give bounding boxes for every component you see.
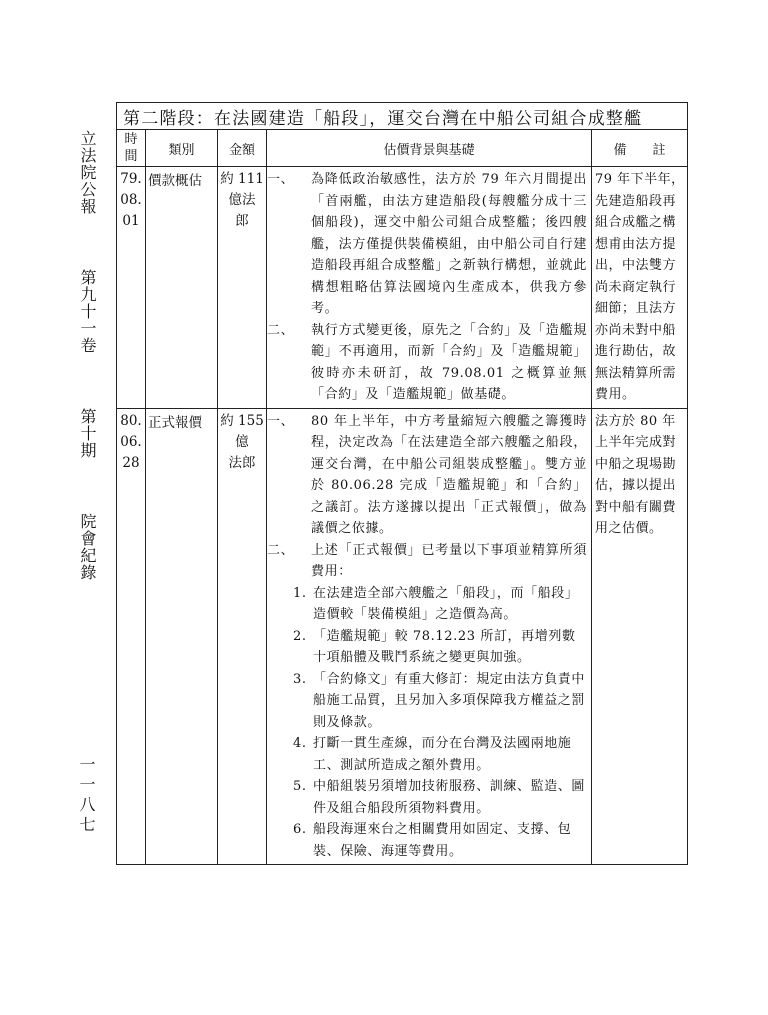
row-basis — [267, 167, 592, 409]
table-row — [117, 167, 688, 409]
table-header-row — [117, 130, 688, 167]
item-text: 為降低政治敏感性，法方於 79 年六月間提出「首兩艦，由法方建造船段(每艘艦分成十三個船段)，運交中船公司組合成整艦；後四艘艦，法方僅提供裝備模組，由中船公司自行建造船段再組合成整艦」之新執行構想，並就此構想粗略估算法國境內生產成本，供我方參考。 — [311, 172, 587, 316]
basis-subitem — [293, 733, 587, 776]
subitem-text: 船段海運來台之相關費用如固定、支撐、包裝、保險、海運等費用。 — [313, 822, 572, 859]
subitem-number: 5. — [293, 779, 307, 794]
item-marker: 二、 — [267, 542, 295, 558]
header-basis: 估價背景與基礎 — [267, 130, 592, 167]
volume-label: 第九十一卷 — [78, 269, 97, 354]
basis-subitem — [293, 626, 587, 669]
page-number: 一一八七 — [77, 756, 96, 836]
item-text: 執行方式變更後，原先之「合約」及「造艦規範」不再適用，而新「合約」及「造艦規範」彼時亦未研訂，故 79.08.01 之概算並無「合約」及「造艦規範」做基礎。 — [311, 322, 587, 402]
subitem-text: 中船組裝另須增加技術服務、訓練、監造、圖件及組合船段所須物料費用。 — [313, 779, 586, 816]
header-time — [117, 130, 146, 167]
header-note: 備 註 — [592, 130, 688, 167]
basis-subitem — [293, 669, 587, 734]
basis-item — [267, 169, 587, 320]
row-type: 價款概估 — [146, 167, 218, 409]
basis-item — [267, 540, 587, 583]
header-time-label: 時間 — [124, 132, 138, 164]
subitem-number: 4. — [293, 736, 307, 751]
publication-name: 立法院公報 — [78, 130, 97, 215]
item-text: 80 年上半年，中方考量縮短六艘艦之籌獲時程，決定改為「在法建造全部六艘艦之船段，運交台灣，在中船公司組裝成整艦」。雙方並於 80.06.28 完成「造艦規範」和「合約」之議訂。法方遂據以提出「正式報價」，做為議價之依據。 — [311, 413, 587, 536]
row-type: 正式報價 — [146, 408, 218, 865]
row-amount: 約 155 億 法郎 — [218, 408, 267, 865]
basis-subitem — [293, 583, 587, 626]
item-marker: 一、 — [267, 172, 295, 187]
header-type: 類別 — [146, 130, 218, 167]
row-basis — [267, 408, 592, 865]
section-title: 第二階段：在法國建造「船段」，運交台灣在中船公司組合成整艦 — [117, 103, 688, 130]
gazette-side-title — [72, 130, 102, 581]
subitem-number: 2. — [293, 628, 307, 644]
item-text: 上述「正式報價」已考量以下事項並精算所須費用： — [311, 542, 587, 579]
row-amount: 約 111 億法 郎 — [218, 167, 267, 409]
row-note: 法方於 80 年上半年完成對中船之現場勘估，據以提出對中船有關費用之估價。 — [592, 408, 688, 865]
subitem-text: 「造艦規範」較 78.12.23 所訂，再增列數十項船體及戰鬥系統之變更與加強。 — [313, 628, 576, 665]
subitem-text: 打斷一貫生產線，而分在台灣及法國兩地施工、測試所造成之額外費用。 — [313, 736, 572, 773]
issue-label: 第十期 — [78, 408, 97, 459]
section-label: 院會紀錄 — [78, 513, 97, 581]
basis-subitem — [293, 776, 587, 819]
subitem-text: 在法建造全部六艘艦之「船段」，而「船段」造價較「裝備模組」之造價為高。 — [313, 585, 579, 622]
row-date: 80. 06. 28 — [117, 408, 146, 865]
row-note: 79 年下半年，先建造船段再組合成艦之構想甫由法方提出，中法雙方尚未商定執行細節；且法方亦尚未對中船進行勘估，故無法精算所需費用。 — [592, 167, 688, 409]
item-marker: 一、 — [267, 413, 295, 429]
subitem-number: 3. — [293, 671, 307, 687]
subitem-text: 「合約條文」有重大修訂：規定由法方負責中船施工品質，且另加入多項保障我方權益之罰則及條款。 — [313, 671, 586, 730]
subitem-number: 1. — [293, 585, 307, 601]
basis-item — [267, 411, 587, 540]
item-marker: 二、 — [267, 322, 295, 338]
basis-item — [267, 320, 587, 406]
subitem-number: 6. — [293, 822, 307, 837]
table-row — [117, 408, 688, 865]
cost-estimate-table — [116, 102, 688, 865]
basis-subitem — [293, 819, 587, 862]
header-amount: 金額 — [218, 130, 267, 167]
row-date: 79. 08. 01 — [117, 167, 146, 409]
